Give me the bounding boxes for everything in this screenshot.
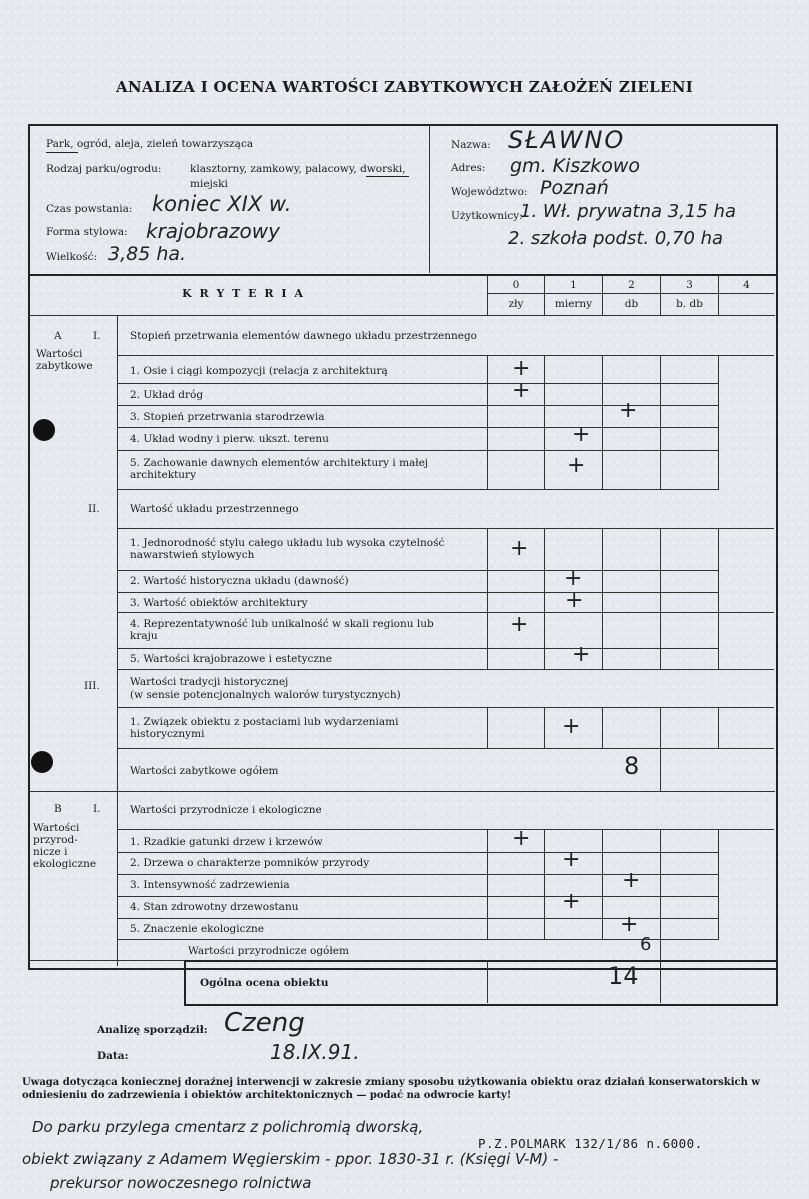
sectionB-total-value: 6	[640, 934, 652, 955]
g2-item-4: 4. Reprezentatywność lub unikalność w skali regionu lub kraju	[130, 618, 434, 642]
users-label: Użytkownicy:	[451, 210, 523, 222]
grade-2: db	[624, 298, 639, 310]
grade-3: b. db	[676, 298, 703, 310]
style-label: Forma stylowa:	[46, 226, 128, 238]
score-4: 4	[743, 279, 750, 291]
mark-a1-2: +	[512, 378, 531, 403]
form-title: ANALIZA I OCENA WARTOŚCI ZABYTKOWYCH ZAŁOŻEŃ ZIELENI	[115, 78, 694, 96]
mark-b-5: +	[620, 912, 639, 937]
sectionA-letter: A	[54, 330, 62, 342]
score-3: 3	[686, 279, 693, 291]
size-value: 3,85 ha.	[108, 243, 187, 265]
size-label: Wielkość:	[46, 251, 98, 263]
score-0: 0	[512, 279, 520, 291]
criteria-label: K R Y T E R I A	[182, 287, 305, 300]
created-value: koniec XIX w.	[152, 192, 292, 216]
date-label: Data:	[97, 1050, 129, 1062]
name-label: Nazwa:	[451, 139, 491, 151]
sectionA-name-2: zabytkowe	[36, 360, 93, 372]
sectionA-group3-num: III.	[84, 680, 100, 692]
g1-item-5: 5. Zachowanie dawnych elementów architektury i małej architektury	[130, 457, 429, 481]
type-underline	[46, 152, 78, 153]
sectionB-title: Wartości przyrodnicze i ekologiczne	[130, 804, 322, 816]
sectionA-total-value: 8	[624, 752, 640, 780]
mark-a1-4: +	[572, 422, 591, 447]
header-divider	[429, 125, 430, 273]
b-item-2: 2. Drzewa o charakterze pomników przyrody	[130, 857, 370, 869]
mark-b-4: +	[562, 889, 581, 914]
voivodeship-value: Poznań	[540, 177, 609, 199]
kind-options: klasztorny, zamkowy, palacowy, dworski,	[190, 163, 406, 175]
address-label: Adres:	[451, 162, 486, 174]
g2-item-1: 1. Jednorodność stylu całego układu lub wysoka czytelność nawarstwień stylowych	[130, 537, 445, 561]
voivodeship-label: Województwo:	[451, 186, 528, 198]
sectionB-name-3: nicze i	[33, 846, 68, 858]
group3-title-1: Wartości tradycji historycznej	[130, 676, 289, 688]
created-label: Czas powstania:	[46, 203, 133, 215]
sectionB-num: I.	[93, 803, 101, 815]
kind-underline	[366, 176, 409, 177]
sectionA-group2-num: II.	[88, 503, 100, 515]
footer-note: Uwaga dotycząca koniecznej doraźnej interwencji w zakresie zmiany sposobu użytkowania obiektu oraz działań konserwatorskich w odniesieniu do zadrzewienia i obiektów architektonicznych — podać na odwrocie karty!	[22, 1077, 760, 1101]
g2-item-3: 3. Wartość obiektów architektury	[130, 597, 308, 609]
users-value-2: 2. szkoła podst. 0,70 ha	[508, 228, 724, 249]
kind-label: Rodzaj parku/ogrodu:	[46, 163, 162, 175]
mark-a1-5: +	[567, 453, 586, 478]
mark-a2-2: +	[564, 566, 583, 591]
style-value: krajobrazowy	[146, 219, 280, 243]
sectionB-total-label: Wartości przyrodnicze ogółem	[188, 945, 349, 957]
score-2: 2	[628, 279, 635, 291]
sectionB-name-1: Wartości	[33, 822, 80, 834]
mark-b-3: +	[622, 868, 641, 893]
sectionB-name-2: przyrod-	[33, 834, 78, 846]
overall-value: 14	[608, 962, 639, 990]
date-value: 18.IX.91.	[270, 1040, 360, 1064]
mark-a2-5: +	[572, 642, 591, 667]
b-item-1: 1. Rzadkie gatunki drzew i krzewów	[130, 836, 323, 848]
sectionA-name-1: Wartości	[36, 348, 83, 360]
mark-a1-3: +	[619, 398, 638, 423]
handwritten-note-2: obiekt związany z Adamem Węgierskim - ppor. 1830-31 r. (Księgi V-M) -	[22, 1150, 559, 1168]
grade-1: mierny	[554, 298, 593, 310]
b-item-3: 3. Intensywność zadrzewienia	[130, 879, 290, 891]
b-item-4: 4. Stan zdrowotny drzewostanu	[130, 901, 299, 913]
sectionB-name-4: ekologiczne	[33, 858, 97, 870]
print-code: P.Z.POLMARK 132/1/86 n.6000.	[478, 1136, 703, 1151]
mark-a3-1: +	[562, 714, 581, 739]
g2-item-5: 5. Wartości krajobrazowe i estetyczne	[130, 653, 332, 665]
mark-b-2: +	[562, 847, 581, 872]
grade-0: zły	[508, 298, 524, 310]
mark-a2-3: +	[565, 588, 584, 613]
analyst-signature: Czeng	[224, 1008, 305, 1038]
g1-item-1: 1. Osie i ciągi kompozycji (relacja z architekturą	[130, 365, 388, 377]
type-label: Park, ogród, aleja, zieleń towarzysząca	[46, 138, 254, 150]
score-1: 1	[570, 279, 577, 291]
mark-a2-4: +	[510, 612, 529, 637]
name-value: SŁAWNO	[508, 126, 626, 154]
group3-title-2: (w sensie potencjonalnych walorów turystycznych)	[130, 689, 401, 701]
sectionB-letter: B	[54, 803, 62, 815]
b-item-5: 5. Znaczenie ekologiczne	[130, 923, 265, 935]
mark-a2-1: +	[510, 536, 529, 561]
g1-item-3: 3. Stopień przetrwania starodrzewia	[130, 411, 325, 423]
mark-a1-1: +	[512, 356, 531, 381]
sectionA-total-label: Wartości zabytkowe ogółem	[130, 765, 279, 777]
g2-item-2: 2. Wartość historyczna układu (dawność)	[130, 575, 349, 587]
sectionA-group1-num: I.	[93, 330, 101, 342]
kind-options-cont: miejski	[190, 178, 228, 190]
address-value: gm. Kiszkowo	[510, 155, 641, 177]
handwritten-note-3: prekursor nowoczesnego rolnictwa	[50, 1174, 312, 1192]
group1-title: Stopień przetrwania elementów dawnego układu przestrzennego	[130, 330, 477, 342]
overall-label: Ogólna ocena obiektu	[200, 977, 329, 989]
group2-title: Wartość układu przestrzennego	[130, 503, 299, 515]
users-value-1: 1. Wł. prywatna 3,15 ha	[520, 201, 736, 222]
g3-item-1: 1. Związek obiektu z postaciami lub wydarzeniami historycznymi	[130, 716, 399, 740]
handwritten-note-1: Do parku przylega cmentarz z polichromią dworską,	[32, 1118, 424, 1136]
g1-item-4: 4. Układ wodny i pierw. ukszt. terenu	[130, 433, 329, 445]
analyst-label: Analizę sporządził:	[97, 1024, 208, 1036]
mark-b-1: +	[512, 826, 531, 851]
g1-item-2: 2. Układ dróg	[130, 389, 204, 401]
